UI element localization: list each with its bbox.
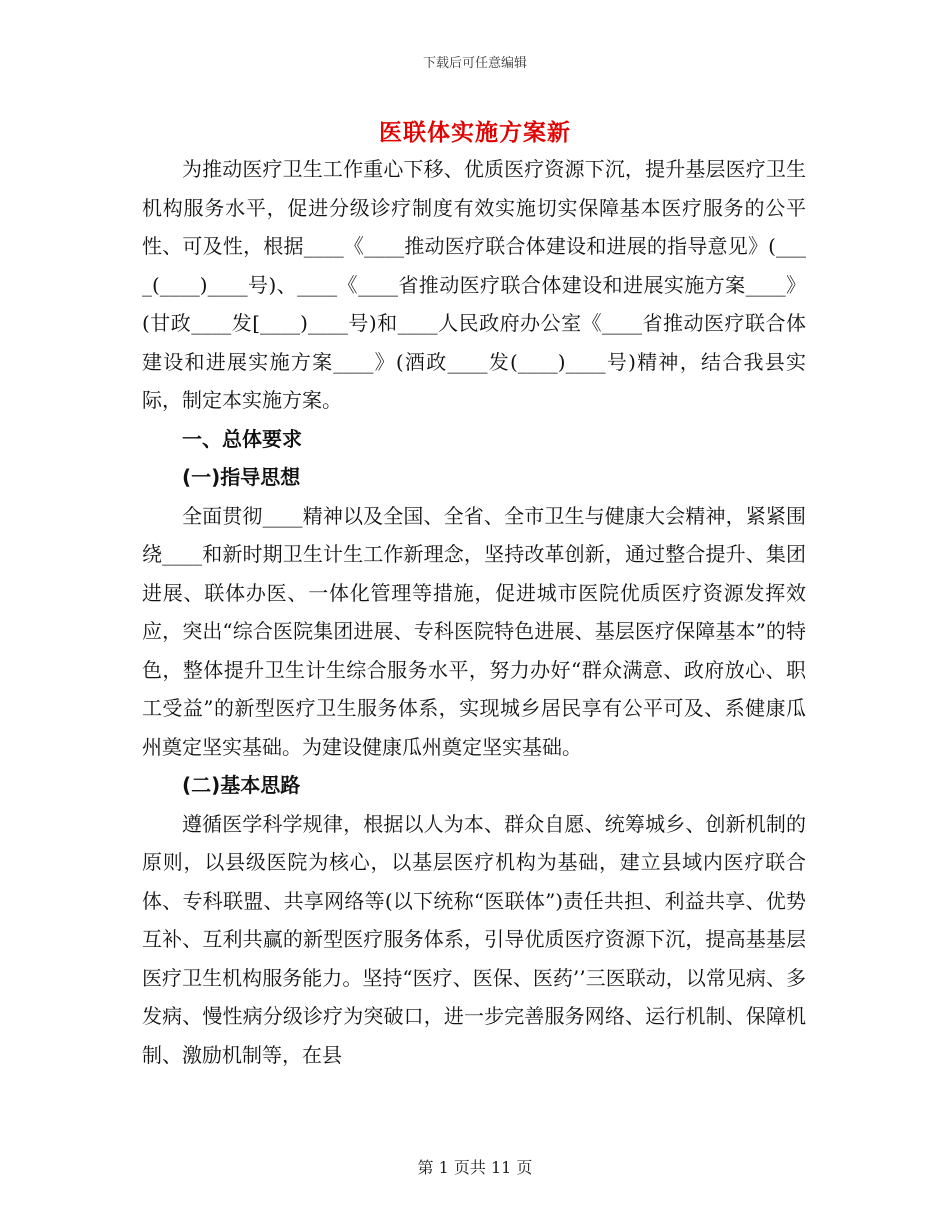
guiding-ideology-paragraph: 全面贯彻____精神以及全国、全省、全市卫生与健康大会精神，紧紧围绕____和新时期卫生计生工作新理念，坚持改革创新，通过整合提升、集团进展、联体办医、一体化管理等措施，促进城市医院优质医疗资源发挥效应，突出“综合医院集团进展、专科医院特色进展、基层医疗保障基本”的特色，整体提升卫生计生综合服务水平，努力办好“群众满意、政府放心、职工受益”的新型医疗卫生服务体系，实现城乡居民享有公平可及、系健康瓜州奠定坚实基础。为建设健康瓜州奠定坚实基础。 [142, 503, 806, 759]
subsection-heading-basic-approach: (二)基本思路 [182, 773, 301, 797]
page-number-footer: 第 1 页共 11 页 [417, 1158, 533, 1177]
document-title: 医联体实施方案新 [379, 119, 571, 146]
page-header-note: 下载后可任意编辑 [422, 56, 527, 71]
basic-approach-paragraph: 遵循医学科学规律，根据以人为本、群众自愿、统筹城乡、创新机制的原则，以县级医院为核心，以基层医疗机构为基础，建立县域内医疗联合体、专科联盟、共享网络等(以下统称“医联体”)责任共担、利益共享、优势互补、互利共赢的新型医疗服务体系，引导优质医疗资源下沉，提高基基层医疗卫生机构服务能力。坚持“医疗、医保、医药’’三医联动，以常见病、多发病、慢性病分级诊疗为突破口，进一步完善服务网络、运行机制、保障机制、激励机制等，在县 [142, 811, 806, 1067]
document-body [142, 150, 806, 1074]
intro-paragraph: 为推动医疗卫生工作重心下移、优质医疗资源下沉，提升基层医疗卫生机构服务水平，促进分级诊疗制度有效实施切实保障基本医疗服务的公平性、可及性，根据____《____推动医疗联合体建设和进展的指导意见》(____(____)____号)、____《____省推动医疗联合体建设和进展实施方案____》(甘政____发[____)____号)和____人民政府办公室《____省推动医疗联合体建设和进展实施方案____》(酒政____发(____)____号)精神，结合我县实际，制定本实施方案。 [142, 157, 806, 412]
section-heading-overall-requirements: 一、总体要求 [182, 426, 302, 451]
subsection-heading-guiding-ideology: (一)指导思想 [182, 465, 301, 489]
